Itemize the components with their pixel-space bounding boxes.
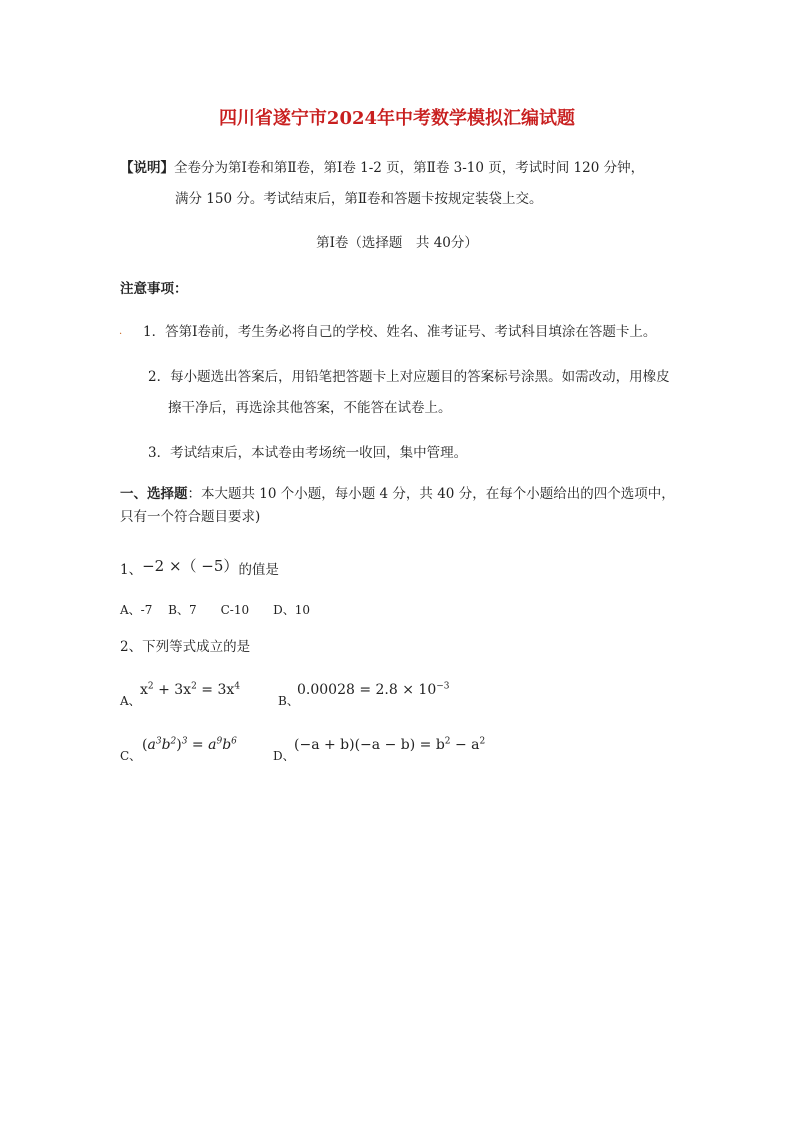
q2-option-c-expr: $(a^3b^2)^3 = a^9b^6$ [142,736,237,753]
part1-colon: ： [187,486,201,502]
margin-mark: . [119,326,123,337]
q1-expression: −2 ×（ −5） [142,557,239,575]
notice-item-3: 3．考试结束后，本试卷由考场统一收回，集中管理。 [148,445,468,461]
q2-option-a-label: A、 [120,694,141,708]
q2-option-b-label: B、 [278,694,299,708]
q1-options: A、-7 B、7 C-10 D、10 [120,603,311,617]
q2-option-c-label: C、 [120,749,142,763]
section-heading: 第Ⅰ卷（选择题 共 40分） [316,235,478,251]
question-1 [120,559,279,580]
notice-item-2-cont: 擦干净后，再选涂其他答案，不能答在试卷上。 [168,400,452,416]
note-text-1: 全卷分为第Ⅰ卷和第Ⅱ卷，第Ⅰ卷 1-2 页，第Ⅱ卷 3-10 页，考试时间 120 分钟， [174,160,645,176]
q2-d-tail: − a [450,737,480,753]
q2-option-d-label: D、 [273,749,295,763]
q1-suffix: 的值是 [238,562,279,578]
note-line-1 [120,158,644,178]
q1-number: 1、 [120,562,143,578]
q2-option-a-expr: $x^2 + 3x^2 = 3x^4$ [140,681,240,698]
part1-label: 一、选择题 [120,486,188,502]
q2-b-exponent: −3 [436,681,450,692]
q2-b-base: 0.00028 = 2.8 × 10 [297,682,437,698]
part1-line-1 [120,484,675,504]
note-line-2: 满分 150 分。考试结束后，第Ⅱ卷和答题卡按规定装袋上交。 [175,191,543,207]
q2-stem: 2、下列等式成立的是 [120,639,251,655]
q2-option-b-expr [297,682,450,698]
notice-item-2: 2．每小题选出答案后，用铅笔把答题卡上对应题目的答案标号涂黑。如需改动，用橡皮 [148,369,670,385]
document-title: 四川省遂宁市2024年中考数学模拟汇编试题 [218,108,576,129]
notice-heading: 注意事项： [120,281,188,297]
q2-option-d-expr: $(-a + b)(-a - b) = b^2 - a^2$ [294,736,486,753]
notice-item-1: 1．答第Ⅰ卷前，考生务必将自己的学校、姓名、准考证号、考试科目填涂在答题卡上。 [143,324,657,340]
note-label: 【说明】 [120,160,174,176]
part1-text-1: 本大题共 10 个小题，每小题 4 分，共 40 分，在每个小题给出的四个选项中， [201,486,675,502]
q2-d-main: (−a + b)(−a − b) = b [294,737,445,753]
part1-line-2: 只有一个符合题目要求) [120,509,261,525]
